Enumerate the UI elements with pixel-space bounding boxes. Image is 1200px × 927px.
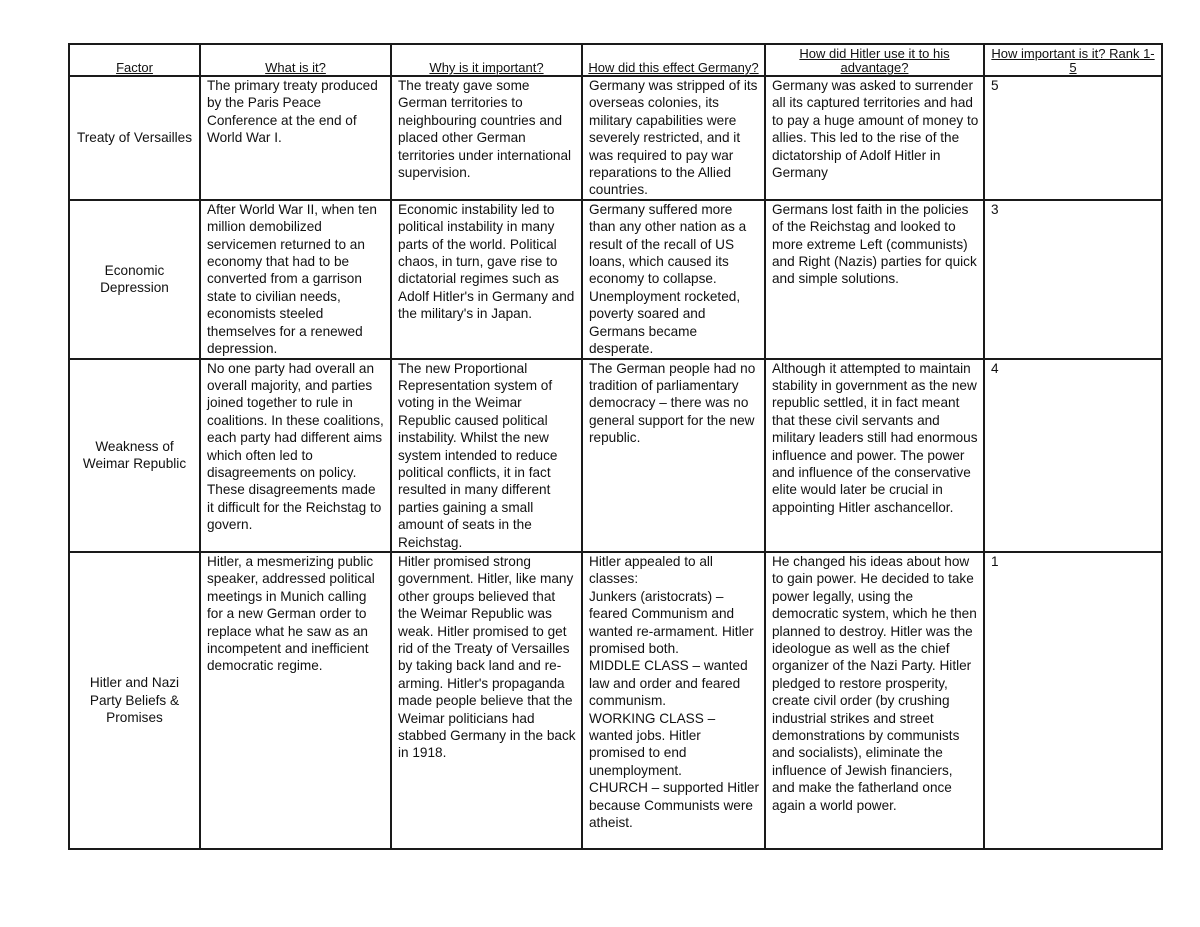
factor-comparison-table bbox=[68, 43, 1163, 850]
hitler-cell bbox=[765, 76, 984, 200]
header-importance-rank: How important is it? Rank 1-5 bbox=[984, 44, 1162, 76]
hitler-cell bbox=[765, 552, 984, 849]
effect-text: The German people had no tradition of parliamentary democracy – there was no general support for the new republic. bbox=[589, 360, 756, 446]
effect-text: Germany suffered more than any other nation as a result of the recall of US loans, which caused its economy to collapse. Unemployment rocketed, poverty soared and Germans became desperate. bbox=[589, 201, 747, 357]
what-cell bbox=[200, 76, 391, 200]
factor-cell: Treaty of Versailles bbox=[69, 76, 200, 200]
rank-cell: 3 bbox=[984, 200, 1162, 359]
effect-cell bbox=[582, 76, 765, 200]
rank-cell: 5 bbox=[984, 76, 1162, 200]
factor-cell: Weakness of Weimar Republic bbox=[69, 359, 200, 552]
why-cell bbox=[391, 76, 582, 200]
what-text: After World War II, when ten million demobilized servicemen returned to an economy that had to be converted from a garrison state to civilian needs, economists steeled themselves for a renewed depression. bbox=[207, 201, 377, 357]
effect-cell bbox=[582, 200, 765, 359]
rank-cell: 1 bbox=[984, 552, 1162, 849]
effect-cell bbox=[582, 359, 765, 552]
what-cell bbox=[200, 359, 391, 552]
why-cell bbox=[391, 359, 582, 552]
what-text: The primary treaty produced by the Paris Peace Conference at the end of World War I. bbox=[207, 78, 378, 146]
hitler-text: Germany was asked to surrender all its captured territories and had to pay a huge amount of money to allies. This led to the rise of the dictatorship of Adolf Hitler in Germany bbox=[772, 78, 979, 181]
why-text: The new Proportional Representation system of voting in the Weimar Republic caused political instability. Whilst the new system intended to reduce political conflicts, it in fact resulted in many different parties gaining a small amount of seats in the Reichstag. bbox=[398, 360, 558, 550]
factor-cell: Hitler and Nazi Party Beliefs & Promises bbox=[69, 552, 200, 849]
why-cell bbox=[391, 200, 582, 359]
header-why-important: Why is it important? bbox=[391, 44, 582, 76]
effect-cell bbox=[582, 552, 765, 849]
hitler-text: Although it attempted to maintain stability in government as the new republic settled, it in fact meant that these civil servants and military leaders still had enormous influence and power. The power and influence of the conservative elite would later be crucial in appointing Hitler aschancellor. bbox=[772, 360, 978, 515]
what-text: Hitler, a mesmerizing public speaker, addressed political meetings in Munich calling for a new German order to replace what he saw as an incompetent and inefficient democratic regime. bbox=[207, 553, 375, 674]
what-text: No one party had overall an overall majority, and parties joined together to rule in coalitions. In these coalitions, each party had different aims which often led to disagreements on policy. These disagreements made it difficult for the Reichstag to govern. bbox=[207, 360, 384, 533]
effect-text: Hitler appealed to all classes: Junkers (aristocrats) – feared Communism and wanted re-armament. Hitler promised both. MIDDLE CLASS – wanted law and order and feared communism. WORKING CLASS – wanted jobs. Hitler promised to end unemployment. CHURCH – supported Hitler because Communists were atheist. bbox=[589, 553, 759, 831]
why-text: The treaty gave some German territories to neighbouring countries and placed other German territories under international supervision. bbox=[398, 78, 572, 181]
what-cell bbox=[200, 552, 391, 849]
hitler-text: He changed his ideas about how to gain power. He decided to take power legally, using the democratic system, which he then planned to destroy. Hitler was the ideologue as well as the chief organizer of the Nazi Party. Hitler pledged to restore prosperity, create civil order (by crushing industrial strikes and street demonstrations by communists and socialists), eliminate the influence of Jewish financiers, and make the fatherland once again a world power. bbox=[772, 553, 977, 813]
header-hitler-advantage: How did Hitler use it to his advantage? bbox=[765, 44, 984, 76]
why-text: Economic instability led to political instability in many parts of the world. Political chaos, in turn, gave rise to dictatorial regimes such as Adolf Hitler's in Germany and the military's in Japan. bbox=[398, 201, 575, 322]
table-row bbox=[69, 552, 1162, 849]
what-cell bbox=[200, 200, 391, 359]
hitler-cell bbox=[765, 359, 984, 552]
table-row bbox=[69, 359, 1162, 552]
rank-cell: 4 bbox=[984, 359, 1162, 552]
why-cell bbox=[391, 552, 582, 849]
hitler-text: Germans lost faith in the policies of the Reichstag and looked to more extreme Left (communists) and Right (Nazis) parties for quick and simple solutions. bbox=[772, 201, 977, 287]
header-effect-on-germany: How did this effect Germany? bbox=[582, 44, 765, 76]
table-row bbox=[69, 76, 1162, 200]
table-header-row bbox=[69, 44, 1162, 76]
effect-text: Germany was stripped of its overseas colonies, its military capabilities were severely restricted, and it was required to pay war reparations to the Allied countries. bbox=[589, 78, 758, 198]
table-row bbox=[69, 200, 1162, 359]
factor-cell: Economic Depression bbox=[69, 200, 200, 359]
hitler-cell bbox=[765, 200, 984, 359]
header-factor: Factor bbox=[69, 44, 200, 76]
why-text: Hitler promised strong government. Hitler, like many other groups believed that the Weimar Republic was weak. Hitler promised to get rid of the Treaty of Versailles by taking back land and re-arming. Hitler's propaganda made people believe that the Weimar politicians had stabbed Germany in the back in 1918. bbox=[398, 553, 576, 761]
header-what-is-it: What is it? bbox=[200, 44, 391, 76]
